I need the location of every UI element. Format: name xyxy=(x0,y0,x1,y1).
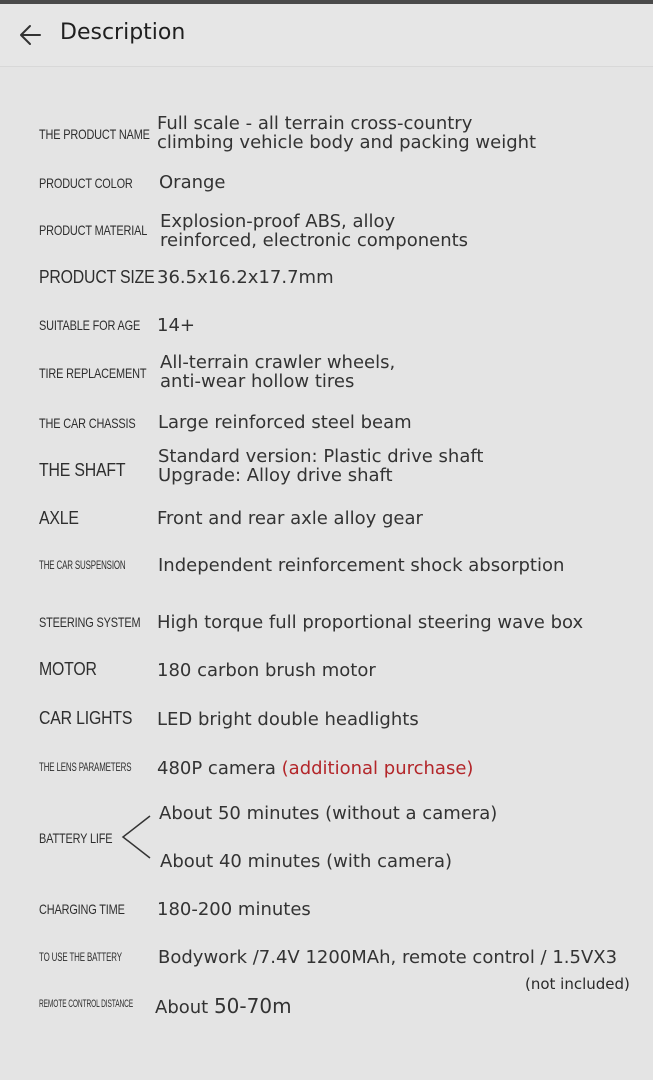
spec-value: About 40 minutes (with camera) xyxy=(160,851,453,872)
spec-value: About 50 minutes (without a camera) xyxy=(159,803,498,824)
spec-value: LED bright double headlights xyxy=(157,709,419,730)
spec-value xyxy=(160,353,395,391)
spec-label: THE CAR CHASSIS xyxy=(39,415,136,431)
spec-value xyxy=(160,212,468,250)
spec-value: 180-200 minutes xyxy=(157,899,311,920)
spec-value: 180 carbon brush motor xyxy=(157,660,376,681)
spec-value xyxy=(158,447,483,485)
spec-label: PRODUCT COLOR xyxy=(39,175,133,191)
spec-label: CHARGING TIME xyxy=(39,901,125,917)
back-button[interactable] xyxy=(14,18,48,52)
spec-value: 36.5x16.2x17.7mm xyxy=(157,267,334,288)
spec-label: TO USE THE BATTERY xyxy=(39,950,122,964)
spec-value-text: 480P camera xyxy=(157,758,276,779)
app-header xyxy=(0,4,653,67)
spec-value-main: 50-70m xyxy=(213,994,292,1018)
spec-label: SUITABLE FOR AGE xyxy=(39,317,141,333)
page-title: Description xyxy=(60,20,186,45)
spec-label: PRODUCT SIZE xyxy=(39,267,155,287)
spec-value-line: anti-wear hollow tires xyxy=(160,371,355,392)
spec-value-line: Standard version: Plastic drive shaft xyxy=(158,446,484,467)
arrow-left-icon xyxy=(18,22,44,48)
not-included-note: (not included) xyxy=(525,975,630,993)
additional-purchase-note: (additional purchase) xyxy=(281,758,474,779)
spec-label: CAR LIGHTS xyxy=(39,708,133,728)
bracket-icon xyxy=(120,814,152,860)
spec-value-line: All-terrain crawler wheels, xyxy=(160,352,396,373)
spec-value-line: Full scale - all terrain cross-country xyxy=(157,113,473,134)
spec-value xyxy=(157,759,473,778)
spec-value: Independent reinforcement shock absorption xyxy=(158,555,565,576)
spec-label: PRODUCT MATERIAL xyxy=(39,222,148,238)
spec-value: Front and rear axle alloy gear xyxy=(157,508,423,529)
spec-value: 14+ xyxy=(157,315,195,336)
spec-value-line: Upgrade: Alloy drive shaft xyxy=(158,465,393,486)
spec-value: Orange xyxy=(159,172,226,193)
spec-value: Bodywork /7.4V 1200MAh, remote control / 1.5VX3 xyxy=(158,947,618,968)
spec-label: THE PRODUCT NAME xyxy=(39,126,150,142)
spec-label: THE SHAFT xyxy=(39,460,126,480)
spec-label: STEERING SYSTEM xyxy=(39,614,141,630)
spec-label: AXLE xyxy=(39,508,79,528)
spec-value: Large reinforced steel beam xyxy=(158,412,412,433)
spec-label: BATTERY LIFE xyxy=(39,830,113,846)
spec-label: THE CAR SUSPENSION xyxy=(39,558,126,572)
spec-value-line: Explosion-proof ABS, alloy xyxy=(160,211,396,232)
spec-label: MOTOR xyxy=(39,659,97,679)
spec-value xyxy=(157,114,536,152)
spec-label: REMOTE CONTROL DISTANCE xyxy=(39,998,134,1010)
spec-value-line: climbing vehicle body and packing weight xyxy=(157,132,537,153)
spec-value xyxy=(155,994,292,1018)
spec-value: High torque full proportional steering wave box xyxy=(157,612,584,633)
spec-label: THE LENS PARAMETERS xyxy=(39,760,132,774)
spec-value-prefix: About xyxy=(155,997,209,1018)
spec-label: TIRE REPLACEMENT xyxy=(39,365,147,381)
spec-value-line: reinforced, electronic components xyxy=(160,230,469,251)
